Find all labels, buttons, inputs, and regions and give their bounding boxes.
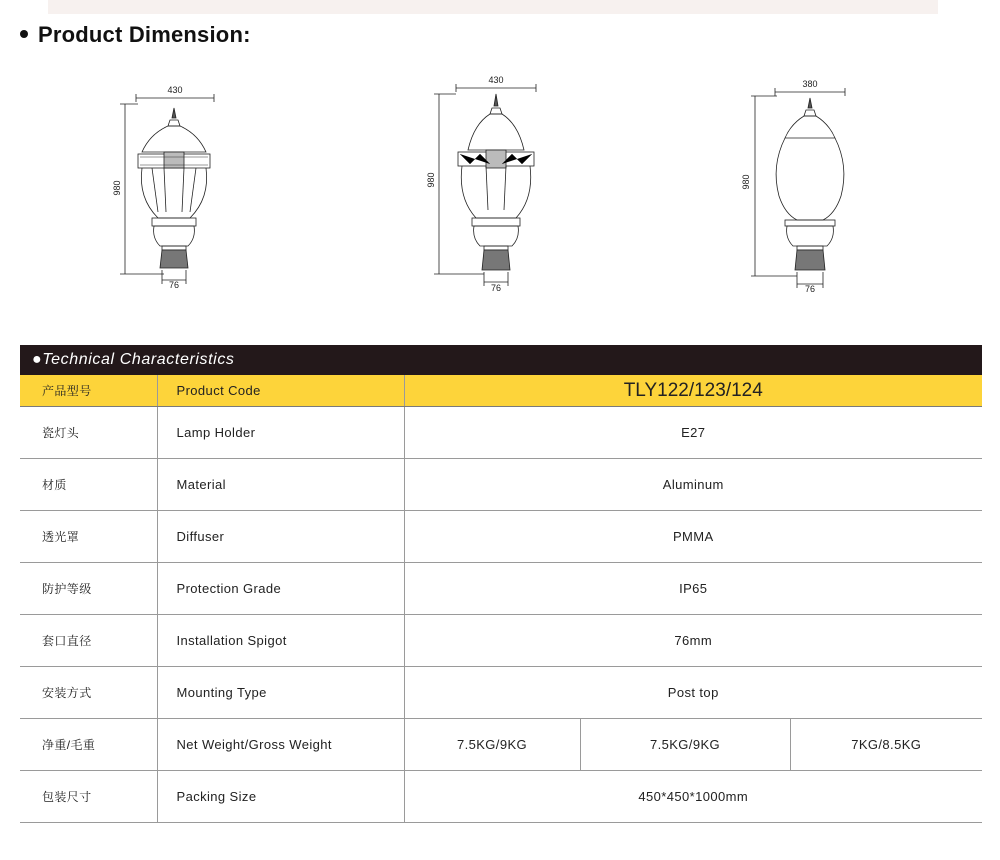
row-value: IP65	[404, 563, 982, 615]
width-dimension: 430	[167, 85, 183, 95]
row-value: 76mm	[404, 615, 982, 667]
table-header-row	[20, 375, 982, 407]
en-label: Installation Spigot	[157, 615, 404, 667]
width-dimension: 380	[802, 79, 818, 89]
cn-label: 安装方式	[20, 667, 157, 719]
dimension-drawing-tly122	[108, 80, 228, 290]
cn-label: 瓷灯头	[20, 407, 157, 459]
cn-label: 透光罩	[20, 511, 157, 563]
row-value: E27	[404, 407, 982, 459]
weight-value-tly124: 7KG/8.5KG	[790, 719, 982, 771]
table-row	[20, 719, 982, 771]
en-label: Diffuser	[157, 511, 404, 563]
cn-label: 套口直径	[20, 615, 157, 667]
table-row	[20, 407, 982, 459]
dimension-drawing-tly124	[737, 76, 857, 296]
table-row	[20, 771, 982, 823]
technical-characteristics-header	[20, 345, 982, 375]
lamp-drawing-3	[737, 76, 857, 296]
spec-table	[20, 375, 982, 823]
lamp-drawing-2	[422, 70, 552, 295]
row-value: PMMA	[404, 511, 982, 563]
cn-label: 净重/毛重	[20, 719, 157, 771]
weight-value-tly122: 7.5KG/9KG	[404, 719, 580, 771]
spigot-dimension: 76	[804, 284, 816, 294]
en-label: Packing Size	[157, 771, 404, 823]
cn-label: 产品型号	[20, 375, 157, 407]
en-label: Material	[157, 459, 404, 511]
cn-label: 包装尺寸	[20, 771, 157, 823]
spigot-dimension: 76	[490, 283, 502, 293]
product-code-value: TLY122/123/124	[404, 375, 982, 407]
lamp-drawing-1	[108, 80, 228, 290]
row-value: Aluminum	[404, 459, 982, 511]
en-label: Product Code	[157, 375, 404, 407]
height-dimension: 980	[741, 174, 751, 190]
en-label: Protection Grade	[157, 563, 404, 615]
en-label: Net Weight/Gross Weight	[157, 719, 404, 771]
dimension-drawing-tly123	[422, 70, 552, 295]
row-value: Post top	[404, 667, 982, 719]
en-label: Mounting Type	[157, 667, 404, 719]
spigot-dimension: 76	[168, 280, 180, 290]
table-row	[20, 667, 982, 719]
technical-characteristics-title: ●Technical Characteristics	[32, 351, 235, 368]
table-row	[20, 459, 982, 511]
height-dimension: 980	[112, 180, 122, 196]
table-row	[20, 563, 982, 615]
bullet-icon	[20, 30, 28, 38]
width-dimension: 430	[488, 75, 504, 85]
row-value: 450*450*1000mm	[404, 771, 982, 823]
table-row	[20, 511, 982, 563]
product-dimension-heading	[20, 22, 251, 48]
height-dimension: 980	[426, 172, 436, 188]
cn-label: 材质	[20, 459, 157, 511]
table-row	[20, 615, 982, 667]
heading-text: Product Dimension:	[38, 22, 251, 47]
cn-label: 防护等级	[20, 563, 157, 615]
en-label: Lamp Holder	[157, 407, 404, 459]
weight-value-tly123: 7.5KG/9KG	[580, 719, 790, 771]
top-banner-strip	[48, 0, 938, 14]
